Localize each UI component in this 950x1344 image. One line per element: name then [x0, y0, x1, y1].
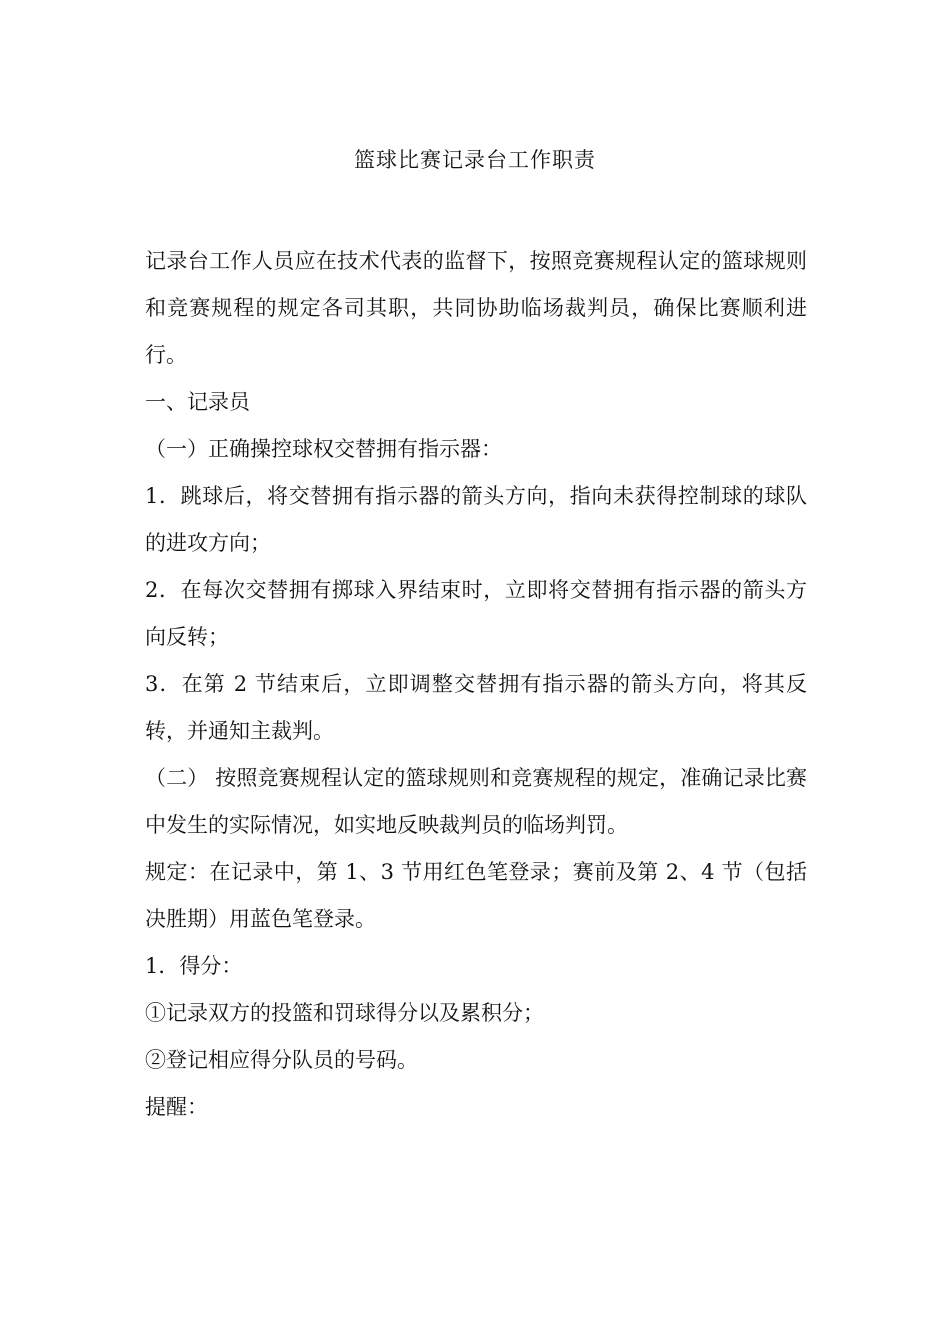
list-item-scoring: 1．得分： [145, 954, 243, 978]
list-item-player-number: ②登记相应得分队员的号码。 [145, 1048, 418, 1072]
list-item-cumulative-score: ①记录双方的投篮和罚球得分以及累积分； [145, 1001, 544, 1025]
subsection-heading-indicator: （一）正确操控球权交替拥有指示器： [145, 437, 502, 461]
list-item-jump-ball: 1．跳球后，将交替拥有指示器的箭头方向，指向未获得控制球的球队的进攻方向； [145, 484, 807, 555]
list-item-throw-in: 2．在每次交替拥有掷球入界结束时，立即将交替拥有指示器的箭头方向反转； [145, 578, 807, 649]
list-item-second-period: 3．在第 2 节结束后，立即调整交替拥有指示器的箭头方向，将其反转，并通知主裁判。 [145, 672, 807, 743]
section-heading-recorder: 一、记录员 [145, 390, 250, 414]
intro-paragraph: 记录台工作人员应在技术代表的监督下，按照竞赛规程认定的篮球规则和竞赛规程的规定各司其职，共同协助临场裁判员，确保比赛顺利进行。 [145, 249, 807, 367]
rule-pen-colors: 规定：在记录中，第 1、3 节用红色笔登录；赛前及第 2、4 节（包括决胜期）用蓝色笔登录。 [145, 860, 807, 931]
reminder-label: 提醒： [145, 1095, 208, 1119]
subsection-heading-recording: （二） 按照竞赛规程认定的篮球规则和竞赛规程的规定，准确记录比赛中发生的实际情况，如实地反映裁判员的临场判罚。 [145, 766, 807, 837]
document-title: 篮球比赛记录台工作职责 [354, 148, 596, 172]
document-body [145, 238, 807, 1131]
